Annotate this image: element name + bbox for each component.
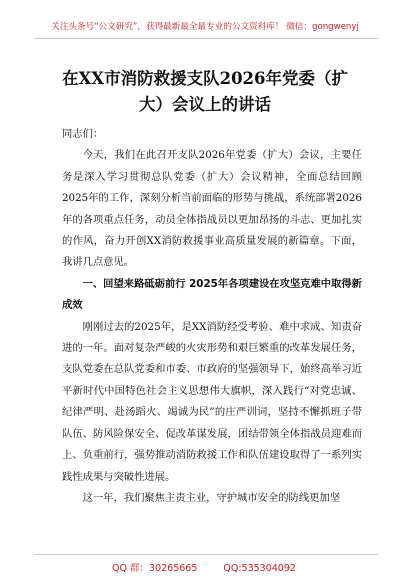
paragraph-review: 刚刚过去的2025年，是XX消防经受考验、难中求成、知责奋进的一年。面对复杂严峻的火灾形势和艰巨繁重的改革发展任务，支队党委在总队党委和市委、市政府的坚强领导下，始终高举习近平新时代中国特色社会主义思想伟大旗帜，深入践行“对党忠诚、纪律严明、赴汤蹈火、竭诚为民”的庄严训词，坚持不懈抓班子带队伍、防风险保安全、促改革谋发展，团结带领全体指战员迎难而上、负重前行，强势推动消防救援工作和队伍建设取得了一系列实践性成果与突破性进展。 xyxy=(62,320,362,483)
header-divider xyxy=(34,38,378,39)
paragraph-continued: 这一年，我们聚焦主责主业，守护城市安全的防线更加坚 xyxy=(82,491,341,504)
title-line-2: 大）会议上的讲话 xyxy=(139,95,271,114)
salutation: 同志们： xyxy=(62,128,104,140)
paragraph-intro: 今天，我们在此召开支队2026年党委（扩大）会议，主要任务是深入学习贯彻总队党委（扩大）会议精神，全面总结回顾2025年的工作，深刻分析当前面临的形势与挑战，系统部署2026年的各项重点任务，动员全体指战员以更加昂扬的斗志、更加扎实的作风，奋力开创XX消防救援事业高质量发展的新篇章。下面，我讲几点意见。 xyxy=(62,149,362,269)
footer xyxy=(0,560,408,574)
title-line-1: 在XX市消防救援支队2026年党委（扩 xyxy=(61,69,349,88)
footer-qq-group: QQ 群：30265665 xyxy=(112,563,198,574)
footer-qq: QQ:535304092 xyxy=(223,563,296,574)
document-title xyxy=(40,66,370,118)
footer-divider xyxy=(34,554,378,555)
section-heading-1: 一、回望来路砥砺前行 2025年各项建设在攻坚克难中取得新成效 xyxy=(62,277,362,312)
top-banner: 关注头条号“公文研究”，获得最新最全最专业的公文资料库！ 微信：gongwenyj xyxy=(51,22,359,32)
document-body xyxy=(62,124,362,509)
